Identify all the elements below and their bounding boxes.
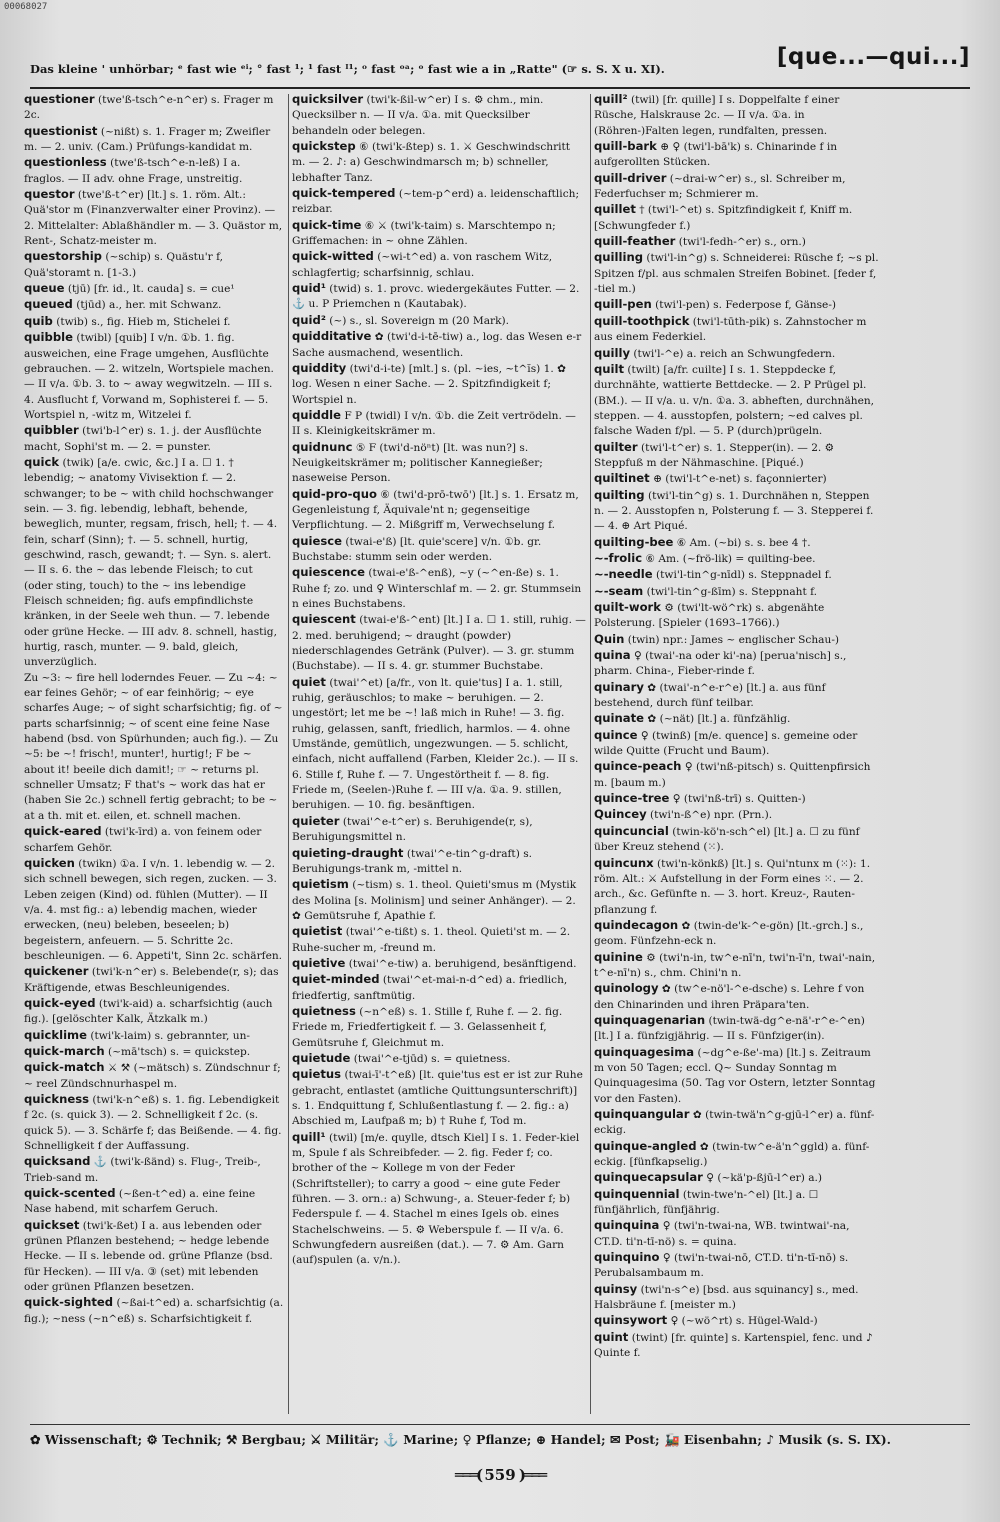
- headword: quietude: [292, 1050, 351, 1065]
- dictionary-entry: [594, 1139, 880, 1171]
- dictionary-entry: [594, 250, 880, 297]
- definition-text: ♀ (~kä'p-ßjū-l^er) a.): [706, 1172, 823, 1185]
- definition-text: (twi'k-ßet) I a. aus lebenden oder grünen Pflanzen bestehend; ~ hedge lebende Hecke. — II s. lebende od. grüne Pflanze (bsd. für Hecken). — III v/a. ③ (set) mit lebenden oder grünen Pflanzen besetzen.: [24, 1219, 273, 1294]
- definition-text: (twi'd-i-te) [mlt.] s. (pl. ~ies, ~t^ĭs) 1. ✿ log. Wesen n einer Sache. — 2. Spitzfindigkeit f; Wortspiel n.: [292, 362, 566, 406]
- definition-text: (twikn) ①a. I v/n. 1. lebendig w. — 2. sich schnell bewegen, sich regen, zucken. — 3. Leben zeigen (Kind) od. fühlen (Mutter). — II v/a. 4. mst fig.: a) lebendig machen, wieder erwecken, (neu) beleben, beseelen; b) begeistern, anfeuern. — 5. Schritte 2c. beschleunigen. — 6. Appeti't, Sinn 2c. schärfen.: [24, 857, 283, 962]
- definition-text: (twi'n-ß^e) npr. (Prn.).: [650, 809, 773, 822]
- dictionary-entry: [594, 711, 880, 727]
- definition-text: ⊕ (twi'l-t^e-net) s. façonnierter): [653, 473, 827, 486]
- dictionary-entry: [594, 297, 880, 313]
- dictionary-entry: [292, 313, 586, 329]
- dictionary-entry: [594, 567, 880, 583]
- headword: quick-match: [24, 1060, 105, 1075]
- dictionary-entry: [24, 249, 284, 281]
- definition-text: (~ßai-t^ed) a. scharfsichtig (a. fig.); ~ness (~n^eß) s. Scharfsichtigkeit f.: [24, 1297, 284, 1325]
- headword: quinquecapsular: [594, 1170, 703, 1185]
- headword: quickener: [24, 964, 89, 979]
- dictionary-entry: [24, 92, 284, 124]
- header-rule: [30, 87, 970, 89]
- headword: ~-needle: [594, 567, 653, 582]
- definition-text: (twi'n-könkß) [lt.] s. Qui'ntunx m (⁙): 1. röm. Alt.: ⚔ Aufstellung in der Form eines ⁙. — 2. arch., &c. Gefünfte n. — 3. hort. Kreuz-, Rauten-pflanzung f.: [594, 857, 871, 916]
- column-divider: [590, 94, 591, 1414]
- dictionary-entry: [594, 1170, 880, 1186]
- definition-text: (tjū) [fr. id., lt. cauda] s. = cue¹: [67, 283, 235, 296]
- definition-text: ♀ (twi'n-twai-na, WB. twintwai'-na, CT.D. ti'n-tī-nö) s. = quina.: [594, 1220, 850, 1248]
- dictionary-entry: [292, 972, 586, 1004]
- definition-text: (~schip) s. Quästu'r f, Quä'storamt n. [1-3.): [24, 251, 223, 279]
- headword: quince-tree: [594, 791, 670, 806]
- dictionary-entry: [292, 139, 586, 186]
- dictionary-entry: [24, 856, 284, 964]
- dictionary-entry: [24, 187, 284, 249]
- definition-text: (twib) s., fig. Hieb m, Stichelei f.: [56, 315, 231, 328]
- dictionary-entry: [24, 1028, 284, 1044]
- dictionary-entry: [292, 956, 586, 972]
- dictionary-entry: [594, 1250, 880, 1282]
- definition-text: (twi'k-n^er) s. Belebende(r, s); das Kräftigende, etwas Beschleunigendes.: [24, 966, 279, 994]
- dictionary-entry: [594, 362, 880, 440]
- headword: queue: [24, 281, 65, 296]
- dictionary-entry: [24, 330, 284, 423]
- headword: quietism: [292, 877, 349, 892]
- dictionary-entry: [594, 981, 880, 1013]
- scan-id: 00068027: [4, 2, 48, 12]
- definition-text: (~) s., sl. Sovereign m (20 Mark).: [329, 314, 510, 327]
- definition-text: (twe'ß-tsch^e-n-leß) I a. fraglos. — II adv. ohne Frage, unstreitig.: [24, 157, 243, 185]
- dictionary-entry: [292, 1004, 586, 1051]
- dictionary-entry: [594, 1045, 880, 1107]
- dictionary-entry: [594, 1218, 880, 1250]
- definition-text: (twibl) [quib] I v/n. ①b. 1. fig. ausweichen, eine Frage umgehen, Ausflüchte gebrauchen. — 2. witzeln, Wortspiele machen. — II v/a. ①b. 3. to ~ away wegwitzeln. — III s. 4. Ausflucht f, Vorwand m, Sophisterei f. — 5. Wortspiel n, -witz m, Witzelei f.: [24, 332, 274, 421]
- definition-text: (twil) [m/e. quylle, dtsch Kiel] I s. 1. Feder-kiel m, Spule f als Schreibfeder. — 2. fig. Feder f; co. brother of the ~ Kollege m von der Feder (Schriftsteller); to carry a good ~ eine gute Feder führen. — 3. orn.: a) Schwung-, a. Steuer-feder f; b) Federspule f. — 4. Stachel m eines Igels ob. eines Stachelschweins. — 5. ⚙ Weberspule f. — II v/a. 6. Schwungfedern ausreißen (dat.). — 7. ⚙ Am. Garn (auf)spulen (a. v/n.).: [292, 1131, 580, 1267]
- page-number: [0, 1466, 1000, 1484]
- definition-text: (~tem-p^erd) a. leidenschaftlich; reizbar.: [292, 188, 580, 216]
- headword: quince: [594, 727, 638, 742]
- dictionary-entry: [24, 1060, 284, 1092]
- dictionary-entry: [594, 488, 880, 535]
- headword: quietness: [292, 1003, 356, 1018]
- definition-text: (~mā'tsch) s. = quickstep.: [108, 1045, 251, 1058]
- dictionary-entry: [24, 996, 284, 1028]
- definition-text: ⑥ Am. (~frö-lik) = quilting-bee.: [645, 552, 816, 565]
- definition-text: (~nißt) s. 1. Frager m; Zweifler m. — 2. univ. (Cam.) Prüfungs-kandidat m.: [24, 125, 271, 154]
- definition-text: ✿ (~nät) [lt.] a. fünfzählig.: [647, 713, 791, 726]
- definition-text: (twai'^e-tißt) s. 1. theol. Quieti'st m. — 2. Ruhe-sucher m, -freund m.: [292, 926, 571, 954]
- dictionary-entry: [292, 1051, 586, 1067]
- dictionary-entry: [24, 281, 284, 297]
- headword: quiet-minded: [292, 972, 380, 987]
- dictionary-entry: [594, 648, 880, 680]
- definition-text: (twai'^e-tjūd) s. = quietness.: [353, 1052, 511, 1065]
- headword: quicklime: [24, 1027, 88, 1042]
- dictionary-entry: [594, 950, 880, 982]
- definition-text: (twai'^et-mai-n-d^ed) a. friedlich, friedfertig, sanftmütig.: [292, 974, 568, 1002]
- dictionary-entry: [594, 728, 880, 760]
- definition-text: (twai'^et) [a/fr., von lt. quie'tus] I a. 1. still, ruhig, geräuschlos; to make ~ beruhigen. — 2. ungestört; let me be ~! laß mich in Ruhe! — 3. fig. ruhig, gelassen, sanft, friedlich, harmlos. — 4. ohne Umstände, gemütlich, ungezwungen. — 5. schlicht, einfach, nicht auffallend (Farben, Kleider 2c.). — II s. 6. Stille f, Ruhe f. — 7. Ungestörtheit f. — 8. fig. Friede m, (Seelen-)Ruhe f. — III v/a. ①a. 9. stillen, beruhigen. — 10. fig. besänftigen.: [292, 676, 579, 812]
- headword: quick-scented: [24, 1186, 116, 1201]
- definition-text: (twi'l-t^er) s. 1. Stepper(in). — 2. ⚙ Steppfuß m der Nähmaschine. [Piqué.): [594, 441, 835, 469]
- dictionary-entry: [594, 791, 880, 807]
- headword: quid-pro-quo: [292, 486, 377, 501]
- headword: quick: [24, 454, 60, 469]
- dictionary-entry: [24, 824, 284, 856]
- headword: quilting-bee: [594, 534, 674, 549]
- definition-text: ♀ (twi'n-twai-nō, CT.D. ti'n-tī-nō) s. Perubalsambaum m.: [594, 1252, 849, 1280]
- dictionary-entry: [24, 314, 284, 330]
- headword: quietist: [292, 924, 343, 939]
- dictionary-entry: [292, 218, 586, 250]
- headword: quinology: [594, 981, 659, 996]
- definition-text: (twi'l-tūth-pik) s. Zahnstocher m aus einem Federkiel.: [594, 315, 867, 344]
- headword: quiet: [292, 674, 326, 689]
- dictionary-entry: [594, 584, 880, 600]
- definition-text: (twai'^e-tiw) a. beruhigend, besänftigend.: [348, 957, 577, 970]
- headword: quid²: [292, 312, 326, 327]
- headword: quinate: [594, 711, 645, 726]
- headword: ~-seam: [594, 583, 644, 598]
- definition-text: (twin-twe'n-^el) [lt.] a. ☐ fünfjährlich, fünfjährig.: [594, 1188, 819, 1217]
- dictionary-entry: [594, 535, 880, 551]
- footer-rule: [30, 1424, 970, 1425]
- definition-text: ⑥ ⚔ (twi'k-taim) s. Marschtempo n; Griffemachen: in ~ ohne Zählen.: [292, 219, 556, 248]
- dictionary-entry: [594, 234, 880, 250]
- headword: quill²: [594, 92, 628, 106]
- headword: quinquina: [594, 1218, 660, 1233]
- headword: quinquagenarian: [594, 1012, 706, 1027]
- dictionary-entry: [292, 1067, 586, 1129]
- definition-text: (~dg^e-ße'-ma) [lt.] s. Zeitraum m von 50 Tagen; eccl. Q~ Sunday Sonntag m Quinquagesima (50. Tag vor Ostern, letzter Sonntag vor den Fasten).: [594, 1046, 876, 1105]
- definition-text: ✿ (twin-twä'n^g-gjū-l^er) a. fünf-eckig.: [594, 1109, 875, 1137]
- headword: quilling: [594, 250, 644, 265]
- definition-text: (twai'^e-t^er) s. Beruhigende(r, s), Beruhigungsmittel n.: [292, 815, 533, 844]
- dictionary-entry: [594, 171, 880, 203]
- headword: quill-pen: [594, 297, 652, 312]
- headword: quick-eyed: [24, 995, 96, 1010]
- definition-text: ⚔ ⚒ (~mätsch) s. Zündschnur f; ~ reel Zündschnurhaspel m.: [24, 1062, 281, 1090]
- headword: quiddity: [292, 360, 347, 375]
- definition-text: (twi'l-tin^g-nīdl) s. Steppnadel f.: [656, 569, 832, 582]
- definition-text: (~ßen-t^ed) a. eine feine Nase habend, mit scharfem Geruch.: [24, 1188, 256, 1216]
- definition-text: ♀ (twi'nß-trī) s. Quitten-): [672, 793, 806, 806]
- definition-text: (twilt) [a/fr. cuilte] I s. 1. Steppdecke f, durchnähte, wattierte Bettdecke. — 2. P Prügel pl. (BM.). — II v/a. u. v/n. ①a. 3. abheften, durchnähen, steppen. — 4. ausstopfen, polstern; ~ed calves pl. falsche Waden f/pl. — 5. P (durch)prügeln.: [594, 363, 875, 438]
- pronunciation-legend: Das kleine ' unhörbar; ᵉ fast wie ᵉⁱ; ° fast ¹; ¹ fast ᴵ¹; ᵒ fast ᵒᵃ; ᵒ fast wie a in „Ratte" (☞ s. S. X u. XI).: [30, 62, 665, 76]
- headword: quibbler: [24, 423, 79, 438]
- dictionary-entry: [594, 856, 880, 918]
- headword: quickset: [24, 1217, 80, 1232]
- dictionary-entry: [292, 249, 586, 281]
- definition-text: (twai-ī'-t^eß) [lt. quie'tus est er ist zur Ruhe gebracht, entlastet (amtliche Quittungsunterschrift)] s. 1. Endquittung f, Schlußentlastung f. — 2. fig.: a) Abschied m, Laufpaß m; b) † Ruhe f, Tod m.: [292, 1069, 583, 1128]
- dictionary-entry: [24, 1154, 284, 1186]
- definition-text: (twi'b-l^er) s. 1. j. der Ausflüchte macht, Sophi'st m. — 2. = punster.: [24, 425, 262, 453]
- headword: quindecagon: [594, 917, 679, 932]
- dictionary-entry: [292, 814, 586, 846]
- guide-words: [que...—qui...]: [776, 44, 970, 70]
- definition-text: ♀ (twi'nß-pitsch) s. Quittenpfirsich m. [baum m.): [594, 761, 871, 789]
- dictionary-entry: [594, 1107, 880, 1139]
- definition-text: (twin) npr.: James ~ englischer Schau-): [627, 633, 840, 646]
- definition-text: ✿ (twai'-n^e-r^e) [lt.] a. aus fünf bestehend, durch fünf teilbar.: [594, 681, 826, 710]
- definition-text: (twi'l-pen) s. Federpose f, Gänse-): [655, 299, 837, 312]
- definition-text: (twi'l-tin^g) s. 1. Durchnähen n, Steppen n. — 2. Ausstopfen n, Polsterung f. — 3. Stepperei f. — 4. ⊕ Art Piqué.: [594, 489, 874, 533]
- headword: questorship: [24, 249, 102, 264]
- definition-text: (twi'l-tin^g-ßīm) s. Steppnaht f.: [646, 585, 818, 598]
- definition-text: ⚙ (twi'n-in, tw^e-nī'n, twi'n-ī'n, twai'-nain, t^e-nī'n) s., chm. Chini'n n.: [594, 951, 876, 979]
- headword: quietive: [292, 955, 346, 970]
- headword: quiescence: [292, 565, 366, 580]
- definition-text: (twi'l-^e) a. reich an Schwungfedern.: [633, 347, 836, 360]
- headword: quid¹: [292, 281, 326, 296]
- definition-text: (~drai-w^er) s., sl. Schreiber m, Federfuchser m; Schmierer m.: [594, 172, 846, 201]
- dictionary-entry: [292, 361, 586, 408]
- column-divider: [288, 94, 289, 1414]
- dictionary-entry: [292, 408, 586, 440]
- dictionary-entry: [24, 1092, 284, 1154]
- definition-text: (twai-e'ß-^ent) [lt.] I a. ☐ 1. still, ruhig. — 2. med. beruhigend; ~ draught (powder) niederschlagendes Getränk (Pulver). — 3. gr. stumm (Buchstabe). — II s. 4. gr. stummer Buchstabe.: [292, 614, 586, 673]
- dictionary-entry: [292, 281, 586, 313]
- dictionary-entry: [594, 632, 880, 648]
- headword: quicksand: [24, 1154, 91, 1169]
- dictionary-entry: [24, 964, 284, 996]
- dictionary-entry: [594, 1330, 880, 1362]
- definition-text: (twid) s. 1. provc. wiedergekäutes Futter. — 2. ⚓ u. P Priemchen n (Kautabak).: [292, 283, 580, 311]
- headword: quilting: [594, 487, 645, 502]
- dictionary-entry: [292, 92, 586, 139]
- dictionary-entry: [292, 440, 586, 487]
- definition-text: Zu ~3: ~ fire hell loderndes Feuer. — Zu ~4: ~ ear feines Gehör; ~ of ear feinhörig; ~ eye scharfes Auge; ~ of sight scharfsichtig; fig. of ~ parts scharfsinnig; ~ of scent eine feine Nase habend (bsd. von Spürhunden; auch fig.). — Zu ~5: be ~! frisch!, munter!, hurtig!; F be ~ about it! beeile dich damit!; ☞ ~ returns pl. schneller Umsatz; F that's ~ work das hat er (haben Sie 2c.) schnell fertig gebracht; to be ~ at a th. mit et. eilen, et. schnell machen.: [24, 671, 283, 822]
- dictionary-entry: [594, 1282, 880, 1314]
- definition-text: (twi'k-ßil-w^er) I s. ⚙ chm., min. Quecksilber n. — II v/a. ①a. mit Quecksilber behandeln oder belegen.: [292, 94, 544, 137]
- dictionary-entry: [594, 471, 880, 487]
- definition-text: ⑥ Am. (~bi) s. s. bee 4 †.: [676, 536, 811, 549]
- dictionary-entry: [292, 329, 586, 361]
- definition-text: (twe'ß-t^er) [lt.] s. 1. röm. Alt.: Quä'stor m (Finanzverwalter einer Provinz). — 2. Mittelalter: Ablaßhändler m. — 3. Quästor m, Rent-, Schatz-meister m.: [24, 189, 283, 248]
- headword: quill-toothpick: [594, 313, 690, 328]
- headword: queued: [24, 297, 73, 312]
- headword: quietus: [292, 1067, 342, 1082]
- symbol-legend: ✿ Wissenschaft; ⚙ Technik; ⚒ Bergbau; ⚔ Militär; ⚓ Marine; ♀ Pflanze; ⊕ Handel; ✉ Post; 🚂 Eisenbahn; ♪ Musik (s. S. IX).: [30, 1432, 892, 1447]
- headword: quib: [24, 313, 53, 328]
- dictionary-entry: [594, 92, 880, 139]
- definition-text: (twi'k-īrd) a. von feinem oder scharfem Gehör.: [24, 826, 262, 854]
- column-right: [594, 92, 880, 1420]
- definition-text: (twai'^e-tin^g-draft) s. Beruhigungs-trank m, -mittel n.: [292, 847, 532, 875]
- headword: Quincey: [594, 807, 647, 822]
- dictionary-entry: [594, 824, 880, 856]
- definition-text: ♀ (twai'-na oder ki'-na) [perua'nisch] s., pharm. China-, Fieber-rinde f.: [594, 650, 847, 678]
- definition-text: (twi'k-laim) s. gebrannter, un-: [90, 1029, 251, 1042]
- definition-text: ✿ (twin-de'k-^e-gön) [lt.-grch.] s., geom. Fünfzehn-eck n.: [594, 919, 864, 948]
- dictionary-entry: [24, 1044, 284, 1060]
- dictionary-entry: [594, 346, 880, 362]
- headword: quill¹: [292, 1129, 326, 1144]
- definition-text: ♀ (twinß) [m/e. quence] s. gemeine oder wilde Quitte (Frucht und Baum).: [594, 729, 858, 758]
- definition-text: † (twi'l-^et) s. Spitzfindigkeit f, Kniff m. [Schwungfeder f.): [594, 204, 853, 232]
- dictionary-entry: [24, 1186, 284, 1218]
- dictionary-entry: [594, 918, 880, 950]
- dictionary-entry: [292, 612, 586, 674]
- headword: quick-march: [24, 1043, 105, 1058]
- headword: quick-tempered: [292, 186, 396, 201]
- headword: quill-driver: [594, 170, 667, 185]
- dictionary-entry: [594, 1013, 880, 1045]
- dictionary-entry: [594, 551, 880, 567]
- headword: quieter: [292, 813, 340, 828]
- dictionary-entry: [292, 1130, 586, 1269]
- headword: quieting-draught: [292, 845, 404, 860]
- headword: quiltinet: [594, 471, 650, 486]
- definition-text: ⑤ F (twi'd-nöⁿt) [lt. was nun?] s. Neuigkeitskrämer m; politischer Kannegießer; naseweise Person.: [292, 441, 543, 485]
- headword: quinquino: [594, 1250, 660, 1265]
- dictionary-entry: [292, 534, 586, 566]
- definition-text: (twik) [a/e. cwic, &c.] I a. ☐ 1. † lebendig; ~ anatomy Vivisektion f. — 2. schwanger; to be ~ with child hochschwanger sein. — 3. fig. lebendig, lebhaft, behende, beweglich, munter, regsam, frisch, hell; †. — 4. fein, scharf (Sinn); †. — 5. schnell, hurtig, geschwind, rasch, gewandt; †. — Syn. s. alert. — II s. 6. the ~ das lebende Fleisch; to cut (oder sting, touch) to the ~ ins lebendige Fleisch schneiden; fig. aufs empfindlichste kränken, in der Seele weh thun. — 7. lebende oder grüne Hecke. — III adv. 8. schnell, hastig, hurtig, rasch, munter. — 9. bald, gleich, unverzüglich.: [24, 456, 278, 669]
- headword: quilt: [594, 361, 625, 376]
- page-number-value: 559: [484, 1466, 516, 1484]
- headword: quina: [594, 648, 631, 663]
- headword: quint: [594, 1329, 629, 1344]
- definition-text: (~tism) s. 1. theol. Quieti'smus m (Mystik des Molina [s. Molinism] und seiner Anhänger). — 2. ✿ Gemütsruhe f, Apathie f.: [292, 879, 577, 922]
- dictionary-entry: [594, 1313, 880, 1329]
- headword: questionless: [24, 155, 107, 170]
- dictionary-entry: [594, 314, 880, 346]
- dictionary-entry: [594, 440, 880, 472]
- headword: quill-bark: [594, 139, 657, 154]
- definition-text: ⊕ ♀ (twi'l-bā'k) s. Chinarinde f in aufgerollten Stücken.: [594, 141, 838, 169]
- dictionary-entry: [24, 297, 284, 313]
- headword: quinsywort: [594, 1313, 668, 1328]
- dictionary-entry: [24, 1295, 284, 1327]
- headword: quill-feather: [594, 234, 676, 249]
- definition-text: (twin-kö'n-sch^el) [lt.] a. ☐ zu fünf über Kreuz stehend (⁙).: [594, 825, 860, 854]
- headword: quilter: [594, 439, 638, 454]
- headword: quinquangular: [594, 1107, 690, 1121]
- dictionary-entry: [292, 924, 586, 956]
- dictionary-entry: [292, 186, 586, 218]
- dictionary-entry: [594, 139, 880, 171]
- definition-text: ⚙ (twi'lt-wö^rk) s. abgenähte Polsterung. [Spieler (1693–1766).): [594, 602, 825, 630]
- definition-text: ⑥ (twi'd-prō-twō') [lt.] s. 1. Ersatz m, Gegenleistung f, Äquivale'nt n; gegenseitige Verpflichtung. — 2. Mißgriff m, Verwechselung f.: [292, 488, 579, 532]
- headword: quibble: [24, 330, 73, 345]
- headword: quinsy: [594, 1281, 638, 1296]
- headword: quick-sighted: [24, 1295, 114, 1310]
- dictionary-entry: [594, 680, 880, 712]
- dictionary-entry: [24, 671, 284, 824]
- headword: quick-eared: [24, 824, 102, 839]
- definition-text: (twil) [fr. quille] I s. Doppelfalte f einer Rüsche, Halskrause 2c. — II v/a. ①a. in (Röhren-)Falten legen, rundfalten, pressen.: [594, 94, 840, 137]
- definition-text: (twi'n-s^e) [bsd. aus squinancy] s., med. Halsbräune f. [meister m.): [594, 1283, 859, 1312]
- headword: quincunx: [594, 855, 654, 870]
- headword: quiddle: [292, 407, 341, 422]
- headword: quincuncial: [594, 823, 669, 838]
- headword: quidditative: [292, 329, 372, 344]
- headword: quinine: [594, 949, 643, 964]
- page-number-ornament: )═══: [515, 1466, 546, 1484]
- dictionary-entry: [594, 1187, 880, 1219]
- headword: quince-peach: [594, 759, 682, 774]
- headword: quinque-angled: [594, 1138, 697, 1153]
- headword: questionist: [24, 123, 98, 138]
- headword: Quin: [594, 631, 625, 646]
- dictionary-entry: [24, 1218, 284, 1296]
- headword: quiesce: [292, 533, 343, 548]
- dictionary-entry: [594, 759, 880, 791]
- headword: quidnunc: [292, 439, 353, 454]
- dictionary-entry: [594, 807, 880, 823]
- headword: quickness: [24, 1092, 90, 1106]
- definition-text: (~wi-t^ed) a. von raschem Witz, schlagfertig; scharfsinnig, schlau.: [292, 251, 553, 279]
- headword: quicken: [24, 855, 75, 870]
- definition-text: (twai-e'ß) [lt. quie'scere] v/n. ①b. gr. Buchstabe: stumm sein oder werden.: [292, 535, 542, 563]
- dictionary-entry: [594, 202, 880, 234]
- dictionary-entry: [292, 565, 586, 612]
- dictionary-entry: [24, 455, 284, 671]
- headword: ~-frolic: [594, 550, 643, 565]
- dictionary-entry: [292, 846, 586, 878]
- dictionary-entry: [594, 600, 880, 632]
- dictionary-entry: [24, 124, 284, 156]
- definition-text: (twi'k-n^eß) s. 1. fig. Lebendigkeit f 2c. (s. quick 3). — 2. Schnelligkeit f 2c. (s. quick 5). — 3. Schärfe f; das Beißende. — 4. fig. Schnelligkeit f der Auffassung.: [24, 1094, 282, 1153]
- definition-text: ✿ (tw^e-nö'l-^e-dsche) s. Lehre f von den Chinarinden und ihren Präpara'ten.: [594, 983, 865, 1011]
- headword: quinquagesima: [594, 1044, 695, 1059]
- dictionary-entry: [24, 423, 284, 455]
- headword: quilly: [594, 345, 631, 360]
- definition-text: (twint) [fr. quinte] s. Kartenspiel, fenc. und ♪ Quinte f.: [594, 1331, 873, 1360]
- definition-text: (tjūd) a., her. mit Schwanz.: [76, 299, 222, 312]
- headword: quick-witted: [292, 249, 374, 264]
- definition-text: (twai-e'ß-^enß), ~y (~^en-ße) s. 1. Ruhe f; zo. und ♀ Winterschlaf m. — 2. gr. Stummsein n eines Buchstabens.: [292, 567, 582, 610]
- definition-text: (twin-twä-dg^e-nä'-r^e-^en) [lt.] I a. fünfzigjährig. — II s. Fünfziger(in).: [594, 1014, 865, 1043]
- definition-text: ♀ (~wö^rt) s. Hügel-Wald-): [670, 1315, 818, 1328]
- dictionary-entry: [292, 487, 586, 534]
- dictionary-entry: [292, 675, 586, 814]
- definition-text: (twe'ß-tsch^e-n^er) s. Frager m 2c.: [24, 94, 274, 122]
- column-left: [24, 92, 284, 1420]
- headword: quilt-work: [594, 600, 661, 614]
- headword: quickstep: [292, 139, 356, 154]
- definition-text: (twi'l-in^g) s. Schneiderei: Rüsche f; ~s pl. Spitzen f/pl. aus schmalen Streifen Bobinet. [feder f, -tiel m.): [594, 252, 879, 296]
- page-number-ornament: ═══(: [454, 1466, 485, 1484]
- definition-text: F P (twidl) I v/n. ①b. die Zeit vertrödeln. — II s. Kleinigkeitskrämer m.: [292, 409, 576, 438]
- definition-text: (twi'l-fedh-^er) s., orn.): [678, 236, 806, 249]
- headword: quinquennial: [594, 1186, 680, 1201]
- headword: quiescent: [292, 612, 356, 627]
- column-middle: [292, 92, 586, 1420]
- headword: quillet: [594, 202, 636, 217]
- definition-text: ✿ (twin-tw^e-ä'n^ggld) a. fünf-eckig. [fünfkapselig.): [594, 1140, 870, 1169]
- definition-text: ✿ (twi'd-i-tē-tiw) a., log. das Wesen e-r Sache ausmachend, wesentlich.: [292, 331, 582, 359]
- headword: questor: [24, 187, 75, 202]
- headword: quinary: [594, 679, 644, 694]
- definition-text: (twi'k-aid) a. scharfsichtig (auch fig.). [gelöschter Kalk, Ätzkalk m.): [24, 997, 273, 1026]
- headword: quick-time: [292, 217, 362, 232]
- definition-text: (~n^eß) s. 1. Stille f, Ruhe f. — 2. fig. Friede m, Friedfertigkeit f. — 3. Gelassenheit f, Gemütsruhe f, Gleichmut m.: [292, 1005, 563, 1049]
- dictionary-entry: [292, 877, 586, 924]
- definition-text: ⑥ (twi'k-ßtep) s. 1. ⚔ Geschwindschritt m. — 2. ♪: a) Geschwindmarsch m; b) schneller, lebhafter Tanz.: [292, 141, 571, 184]
- headword: quicksilver: [292, 92, 364, 106]
- definition-text: ⚓ (twi'k-ßänd) s. Flug-, Treib-, Trieb-sand m.: [24, 1156, 261, 1184]
- headword: questioner: [24, 92, 95, 106]
- dictionary-entry: [24, 155, 284, 187]
